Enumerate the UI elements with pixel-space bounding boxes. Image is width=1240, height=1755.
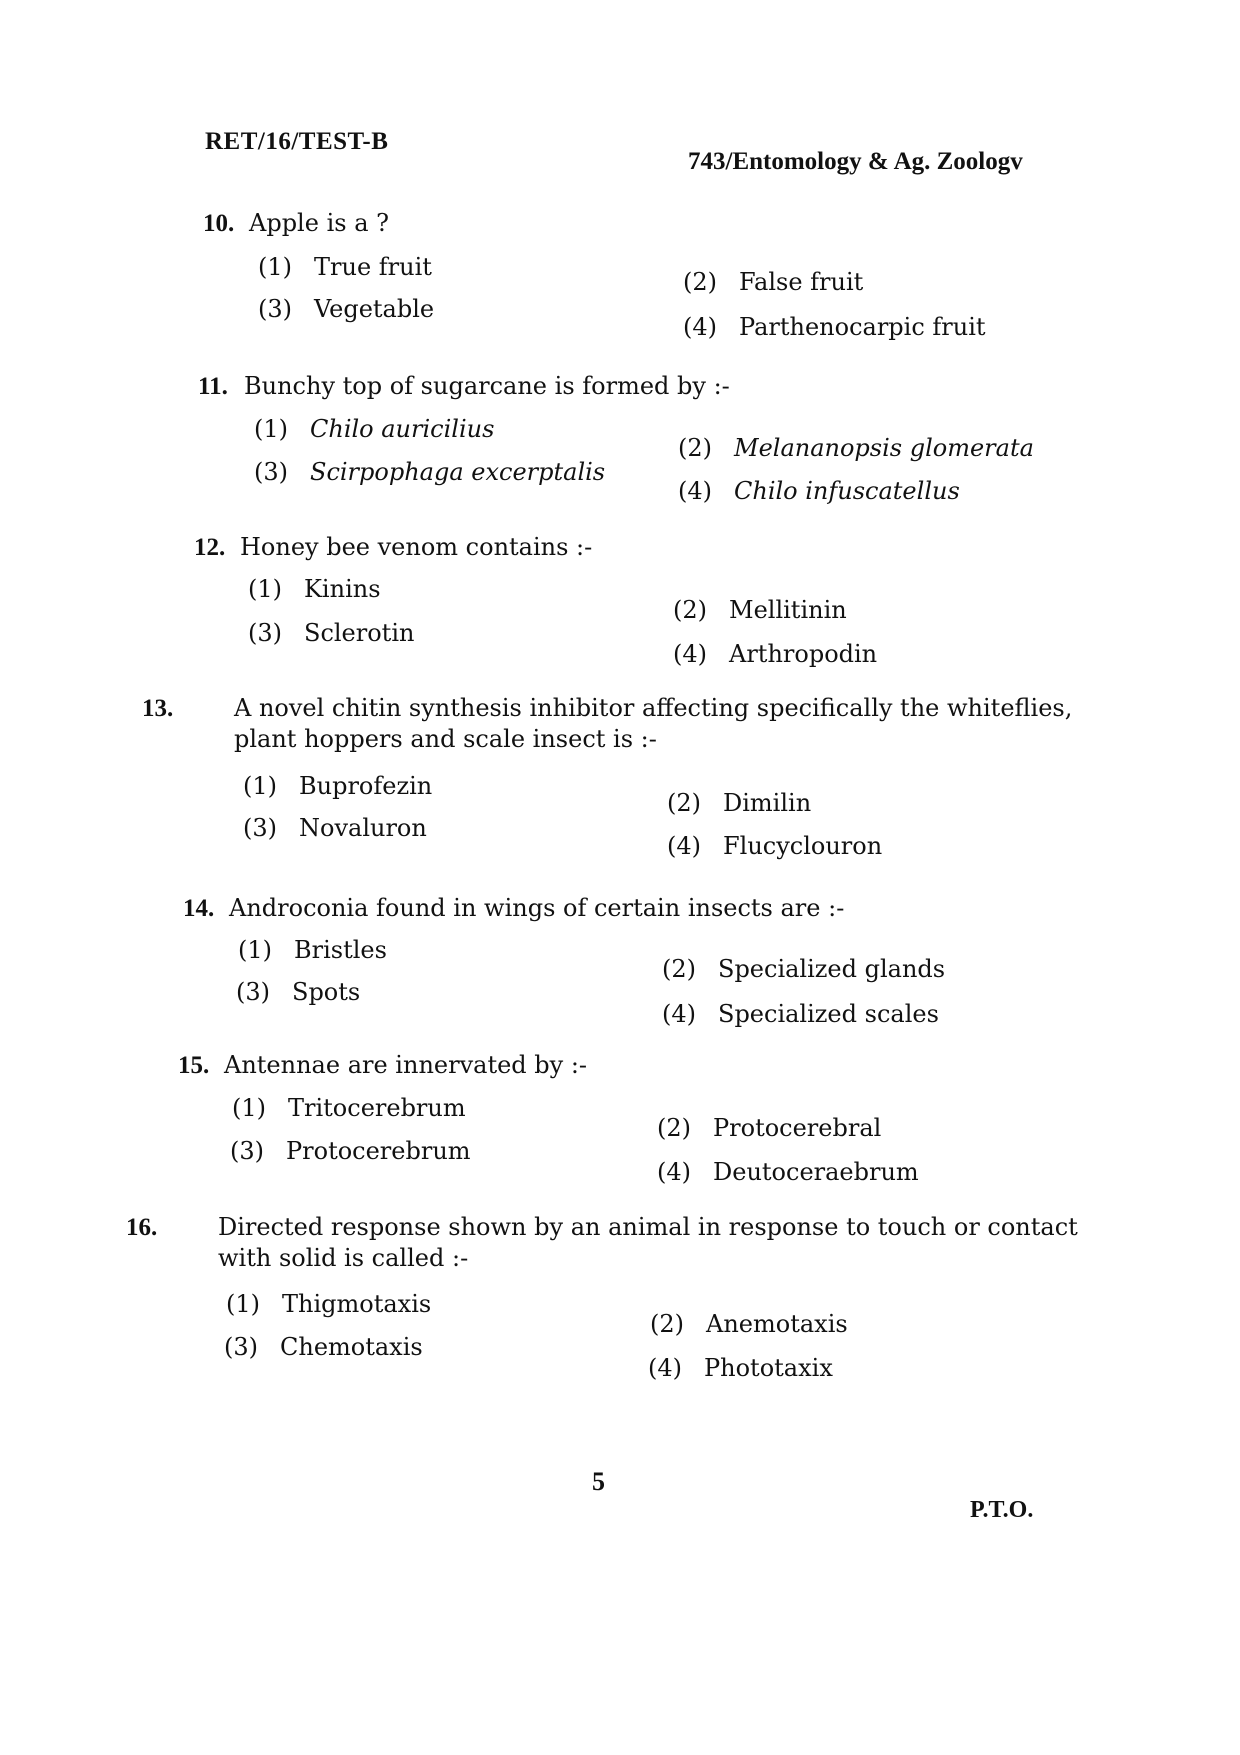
page-number: 5 [592,1467,605,1496]
question-number: 10. [203,210,235,237]
option-1: (1) Kinins [248,575,381,603]
option-1: (1) Chilo auricilius [254,415,495,443]
question-number: 13. [142,695,174,722]
option-4: (4) Arthropodin [673,640,878,668]
header-subject: 743/Entomology & Ag. Zoologv [688,148,1023,175]
option-3: (3) Vegetable [258,295,435,323]
option-3: (3) Sclerotin [248,619,415,647]
question-number: 16. [126,1214,158,1241]
option-2: (2) Mellitinin [673,596,847,624]
option-2: (2) Specialized glands [662,955,946,983]
question-number: 14. [183,895,215,922]
question-number: 12. [194,534,226,561]
option-2: (2) Dimilin [667,789,812,817]
option-4: (4) Deutoceraebrum [657,1158,919,1186]
option-1: (1) Buprofezin [243,772,433,800]
option-4: (4) Parthenocarpic fruit [683,313,986,341]
question-text: Apple is a ? [249,209,389,237]
option-2: (2) Protocerebral [657,1114,882,1142]
option-1: (1) True fruit [258,253,432,281]
question-number: 15. [178,1052,210,1079]
option-1: (1) Bristles [238,936,387,964]
option-3: (3) Novaluron [243,814,427,842]
option-3: (3) Chemotaxis [224,1333,423,1361]
question-text: Antennae are innervated by :- [224,1051,588,1079]
question-number: 11. [198,373,228,400]
question-text: Androconia found in wings of certain insects are :- [229,894,845,922]
question-text: Bunchy top of sugarcane is formed by :- [244,372,730,400]
option-3: (3) Scirpophaga excerptalis [254,458,606,486]
header-test-code: RET/16/TEST-B [205,128,389,155]
question-text: Honey bee venom contains :- [240,533,593,561]
option-2: (2) Anemotaxis [650,1310,848,1338]
question-text: A novel chitin synthesis inhibitor affecting specifically the whiteflies, plant hoppers and scale insect is :- [234,694,1073,753]
option-1: (1) Tritocerebrum [232,1094,466,1122]
option-4: (4) Chilo infuscatellus [678,477,960,505]
option-4: (4) Phototaxix [648,1354,833,1382]
question-text: Directed response shown by an animal in response to touch or contact with solid is called :- [218,1213,1078,1272]
option-4: (4) Specialized scales [662,1000,939,1028]
option-4: (4) Flucyclouron [667,832,883,860]
pto-label: P.T.O. [970,1497,1034,1523]
option-2: (2) Melananopsis glomerata [678,434,1034,462]
option-2: (2) False fruit [683,268,864,296]
option-1: (1) Thigmotaxis [226,1290,432,1318]
option-3: (3) Protocerebrum [230,1137,471,1165]
option-3: (3) Spots [236,978,361,1006]
